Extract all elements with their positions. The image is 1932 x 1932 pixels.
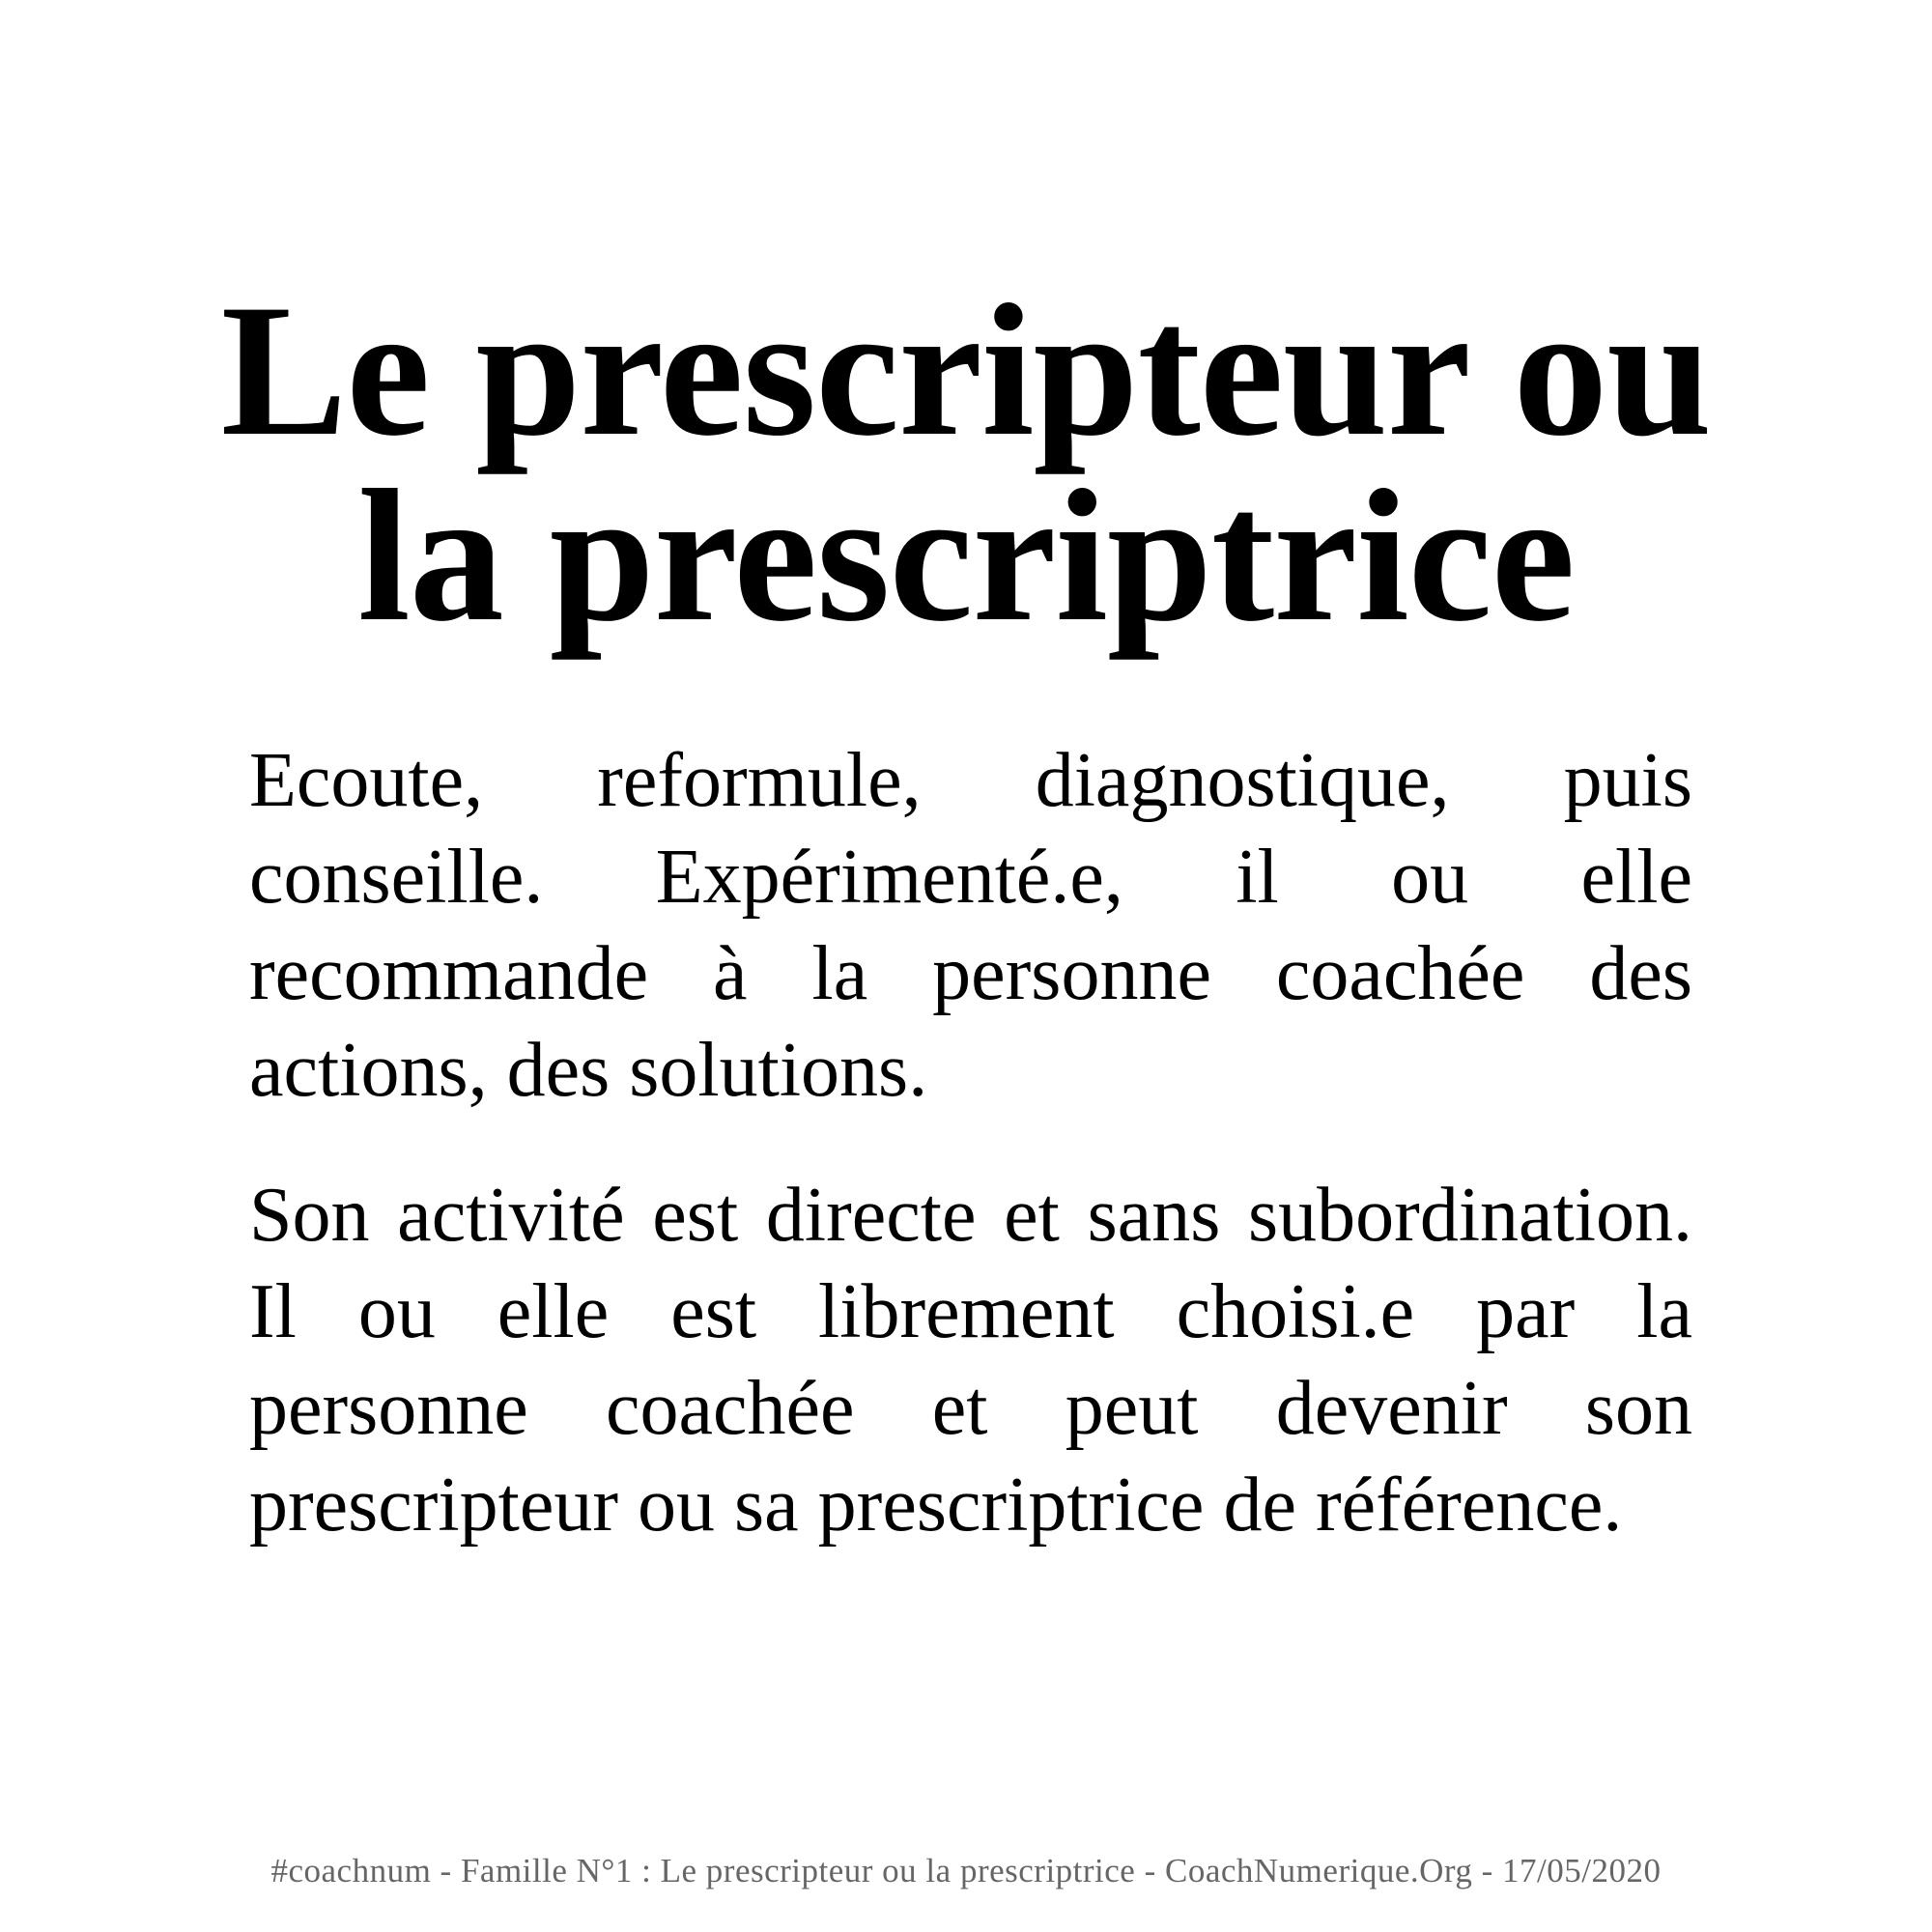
page-title <box>193 266 1739 661</box>
title-line-1: Le prescripteur ou <box>220 266 1712 475</box>
description <box>249 732 1692 1553</box>
footer-credit: #coachnum - Famille N°1 : Le prescripteur ou la prescriptrice - CoachNumerique.Org - 17/05/2020 <box>270 1852 1662 1889</box>
paragraph-1: Ecoute, reformule, diagnostique, puis conseille. Expérimenté.e, il ou elle recommande à la personne coachée des actions, des solutions. <box>249 738 1692 1113</box>
paragraph-2: Son activité est directe et sans subordination. Il ou elle est librement choisi.e par la personne coachée et peut devenir son prescripteur ou sa prescriptrice de référence. <box>249 1173 1692 1548</box>
title-line-2: la prescriptrice <box>357 451 1575 661</box>
